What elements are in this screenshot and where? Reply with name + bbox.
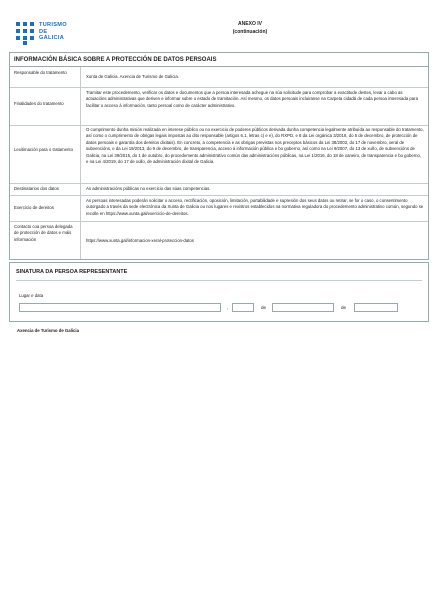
logo-line-1: TURISMO (39, 22, 67, 28)
logo-line-2: DE (39, 28, 48, 35)
logo-line-3: GALICIA (39, 35, 65, 42)
data-protection-table (9, 52, 429, 260)
signature-title: SINATURA DA PERSOA REPRESENTANTE (16, 269, 128, 275)
row-label: Responsable do tratamento (14, 70, 67, 75)
turismo-galicia-logo (14, 20, 104, 46)
annex-title: ANEXO IV (238, 21, 262, 27)
row-value: O cumprimento dunha misión realizada en interese público ou no exercicio de poderes públicos derivada dunha competencia legalmente atribuída ao responsable do tratamento, así como o cumprimento de obrigas legais impostas ao dito responsable (artigos 6.1, letras c) e e), do RXPD, e 8 da Lei orgánica 3/2018, do 5 de decembro, de protección de datos persoais e garantía dos dereitos dixitais). En concreto, a competencia e as obrigas previstas nos preceptos básicos da Lei 38/2003, do 17 de novembro, xeral de subvencións, e da Lei 19/2013, do 9 de decembro, de transparencia, acceso á información pública e bo goberno, así como na Lei 9/2007, do 13 de xuño, de subvencións de Galicia, na Lei 39/2015, do 1 de outubro, do procedemento administrativo común das administracións públicas, na Lei 1/2016, do 18 de xaneiro, de transparencia e bo goberno, e na Lei 4/2019, do 17 de xullo, de administración dixital de Galicia. (86, 127, 424, 165)
row-label: Exercicio de dereitos (14, 205, 54, 210)
galicia-cross-logo-icon (14, 20, 36, 46)
table-row (10, 125, 428, 184)
year-input[interactable] (354, 303, 398, 312)
signature-section (9, 262, 429, 322)
row-value: https://www.xunta.gal/informacion-xeral-proteccion-datos (86, 238, 194, 243)
row-label: Destinatarios dos datos (14, 186, 59, 191)
table-row (10, 221, 428, 259)
table-row (10, 67, 428, 88)
data-protection-title: INFORMACIÓN BÁSICA SOBRE A PROTECCIÓN DE DATOS PERSOAIS (10, 53, 428, 67)
table-row (10, 87, 428, 126)
de-separator-1: de (261, 305, 267, 310)
annex-subtitle: (continuación) (232, 28, 268, 35)
day-input[interactable] (232, 303, 254, 312)
place-input[interactable] (19, 303, 221, 312)
row-value: As administracións públicas no exercicio das súas competencias. (86, 186, 211, 191)
annex-heading (200, 21, 300, 36)
table-row (10, 195, 428, 222)
place-date-label: Lugar e data (19, 293, 44, 298)
comma-separator: , (227, 305, 229, 310)
logo-text (39, 22, 67, 42)
row-value: Xunta de Galicia. Axencia de Turismo de Galicia. (86, 74, 179, 79)
footer-agency: Axencia de Turismo de Galicia (17, 328, 80, 333)
row-label: Finalidades do tratamento (14, 101, 64, 106)
row-label: Lexitimación para o tratamento (14, 147, 73, 152)
row-label: Contacto coa persoa delegada de protección de datos e máis información (14, 224, 73, 242)
signature-divider (16, 280, 422, 281)
row-value: As persoas interesadas poderán solicitar o acceso, rectificación, oposición, limitación, portabilidade e supresión dos seus datos ou retirar, se for o caso, o consentimento outorgado a través da sede electrónica da Xunta de Galicia ou nos lugares e rexistros establecidos na normativa reguladora do procedemento administrativo común, segundo se recolle en https://www.xunta.gal/exercicio-de-dereitos. (86, 198, 424, 216)
de-separator-2: de (341, 305, 347, 310)
row-value: Tramitar este procedemento, verificar os datos e documentos que a persoa interesada achegue na súa solicitude para comprobar a exactitude destes, levar a cabo as actuacións administrativas que deriven e informar sobre o estado de tramitación. Así mesmo, os datos persoais incluiranse na Carpeta cidadá de cada persoa interesada para facilitar o acceso á información, tanto persoal como de carácter administrativo. (86, 90, 418, 108)
month-input[interactable] (272, 303, 334, 312)
